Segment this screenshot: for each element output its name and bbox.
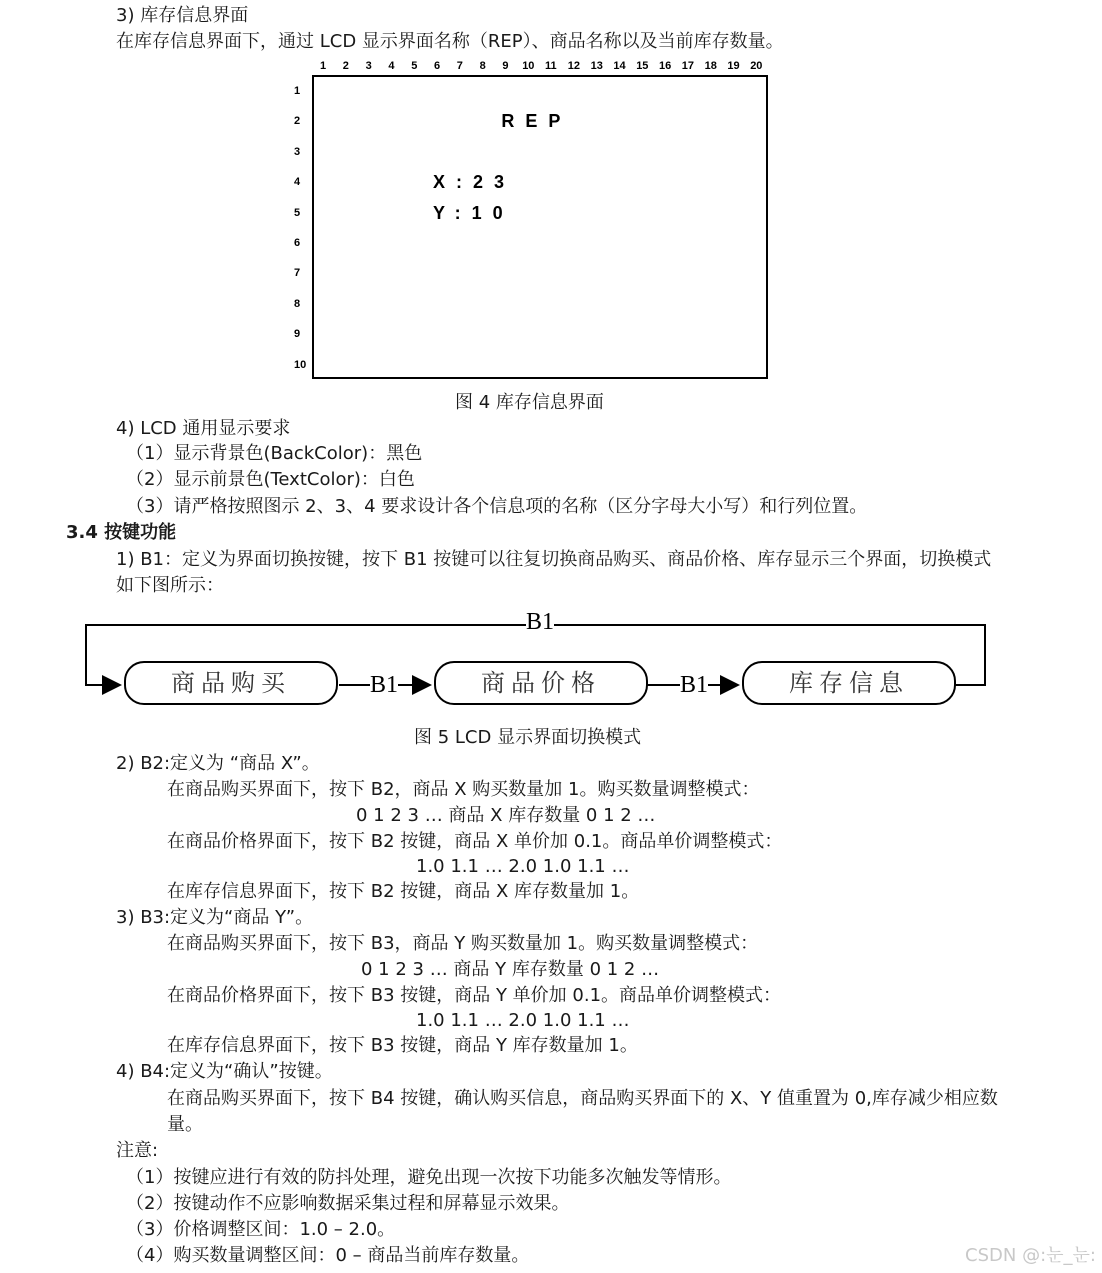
b3-stock-text: 在库存信息界面下，按下 B3 按键，商品 Y 库存数量加 1。: [167, 1035, 638, 1056]
lcd-column-number: 2: [342, 60, 349, 72]
b3-purchase-pattern: 0 1 2 3 … 商品 Y 库存数量 0 1 2 …: [361, 959, 660, 980]
lcd-requirement-item: （1）显示背景色(BackColor)：黑色: [126, 443, 423, 464]
lcd-column-number: 19: [727, 60, 740, 72]
lcd-column-number: 14: [613, 60, 626, 72]
lcd-requirement-item: （2）显示前景色(TextColor)：白色: [126, 469, 415, 490]
b3-purchase-text: 在商品购买界面下，按下 B3，商品 Y 购买数量加 1。购买数量调整模式：: [167, 933, 759, 954]
lcd-row-number: 10: [294, 358, 307, 371]
lcd-row-number: 3: [294, 145, 301, 158]
lcd-requirements-heading: 4) LCD 通用显示要求: [116, 418, 291, 439]
lcd-line-3: Y:10: [433, 202, 514, 223]
watermark: CSDN @:눈_눈:: [965, 1245, 1096, 1266]
flow-label-2: B1: [680, 672, 709, 698]
lcd-row-number: 9: [294, 328, 301, 341]
b2-purchase-text: 在商品购买界面下，按下 B2，商品 X 购买数量加 1。购买数量调整模式：: [167, 779, 760, 800]
lcd-column-number: 5: [411, 60, 418, 72]
lcd-column-number: 1: [320, 60, 327, 72]
flow-label-1: B1: [370, 672, 399, 698]
note-item: （2）按键动作不应影响数据采集过程和屏幕显示效果。: [126, 1193, 570, 1214]
note-item: （3）价格调整区间：1.0 – 2.0。: [126, 1219, 396, 1240]
b4-text: 在商品购买界面下，按下 B4 按键，确认购买信息，商品购买界面下的 X、Y 值重置为 0,库存减少相应数: [167, 1088, 998, 1109]
lcd-column-number: 7: [456, 60, 463, 72]
lcd-column-number: 13: [590, 60, 603, 72]
lcd-column-number: 11: [545, 60, 557, 72]
b2-purchase-pattern: 0 1 2 3 … 商品 X 库存数量 0 1 2 …: [356, 805, 656, 826]
lcd-row-number: 7: [294, 267, 301, 280]
b2-price-text: 在商品价格界面下，按下 B2 按键，商品 X 单价加 0.1。商品单价调整模式：: [167, 831, 783, 852]
flow-label-top: B1: [526, 609, 555, 635]
lcd-row-number: 5: [294, 206, 301, 219]
b3-price-pattern: 1.0 1.1 … 2.0 1.0 1.1 …: [416, 1010, 630, 1031]
lcd-line-1: REP: [501, 111, 572, 132]
flow-box-price: 商品价格: [434, 661, 648, 705]
lcd-column-number: 18: [704, 60, 717, 72]
b1-description-cont: 如下图所示：: [116, 575, 224, 596]
b3-title: 3) B3:定义为“商品 Y”。: [116, 907, 314, 928]
b2-title: 2) B2:定义为 “商品 X”。: [116, 753, 320, 774]
lcd-row-number: 2: [294, 115, 301, 128]
lcd-row-number: 8: [294, 297, 301, 310]
b2-stock-text: 在库存信息界面下，按下 B2 按键，商品 X 库存数量加 1。: [167, 881, 640, 902]
b4-title: 4) B4:定义为“确认”按键。: [116, 1061, 333, 1082]
lcd-column-number: 8: [479, 60, 486, 72]
section-heading: 3) 库存信息界面: [116, 5, 249, 26]
lcd-column-number: 16: [659, 60, 672, 72]
lcd-column-number: 9: [502, 60, 509, 72]
note-item: （4）购买数量调整区间：0 – 商品当前库存数量。: [126, 1245, 530, 1266]
flow-box-stock: 库存信息: [742, 661, 956, 705]
note-item: （1）按键应进行有效的防抖处理，避免出现一次按下功能多次触发等情形。: [126, 1167, 732, 1188]
lcd-row-number: 4: [294, 176, 301, 189]
lcd-column-number: 20: [750, 60, 763, 72]
lcd-row-number: 6: [294, 237, 301, 249]
b4-text-cont: 量。: [167, 1114, 203, 1135]
b2-price-pattern: 1.0 1.1 … 2.0 1.0 1.1 …: [416, 856, 630, 877]
notes-title: 注意:: [116, 1140, 159, 1161]
b3-price-text: 在商品价格界面下，按下 B3 按键，商品 Y 单价加 0.1。商品单价调整模式：: [167, 985, 782, 1006]
section-description: 在库存信息界面下，通过 LCD 显示界面名称（REP）、商品名称以及当前库存数量。: [116, 31, 784, 52]
lcd-row-number: 1: [294, 85, 301, 97]
lcd-column-number: 10: [522, 60, 535, 72]
lcd-requirement-item: （3）请严格按照图示 2、3、4 要求设计各个信息项的名称（区分字母大小写）和行列位置。: [126, 496, 868, 517]
lcd-column-number: 17: [681, 60, 695, 72]
flow-box-purchase: 商品购买: [124, 661, 338, 705]
lcd-line-2: X:23: [433, 172, 516, 193]
lcd-column-number: 6: [434, 60, 441, 72]
keys-section-heading: 3.4 按键功能: [66, 522, 177, 543]
figure-5-caption: 图 5 LCD 显示界面切换模式: [414, 727, 642, 748]
lcd-column-number: 4: [388, 60, 395, 72]
lcd-column-number: 15: [636, 60, 649, 72]
lcd-column-number: 3: [365, 60, 372, 72]
lcd-column-number: 12: [567, 60, 581, 72]
figure-4-caption: 图 4 库存信息界面: [455, 392, 604, 413]
b1-description: 1) B1：定义为界面切换按键，按下 B1 按键可以往复切换商品购买、商品价格、库存显示三个界面，切换模式: [116, 549, 992, 570]
